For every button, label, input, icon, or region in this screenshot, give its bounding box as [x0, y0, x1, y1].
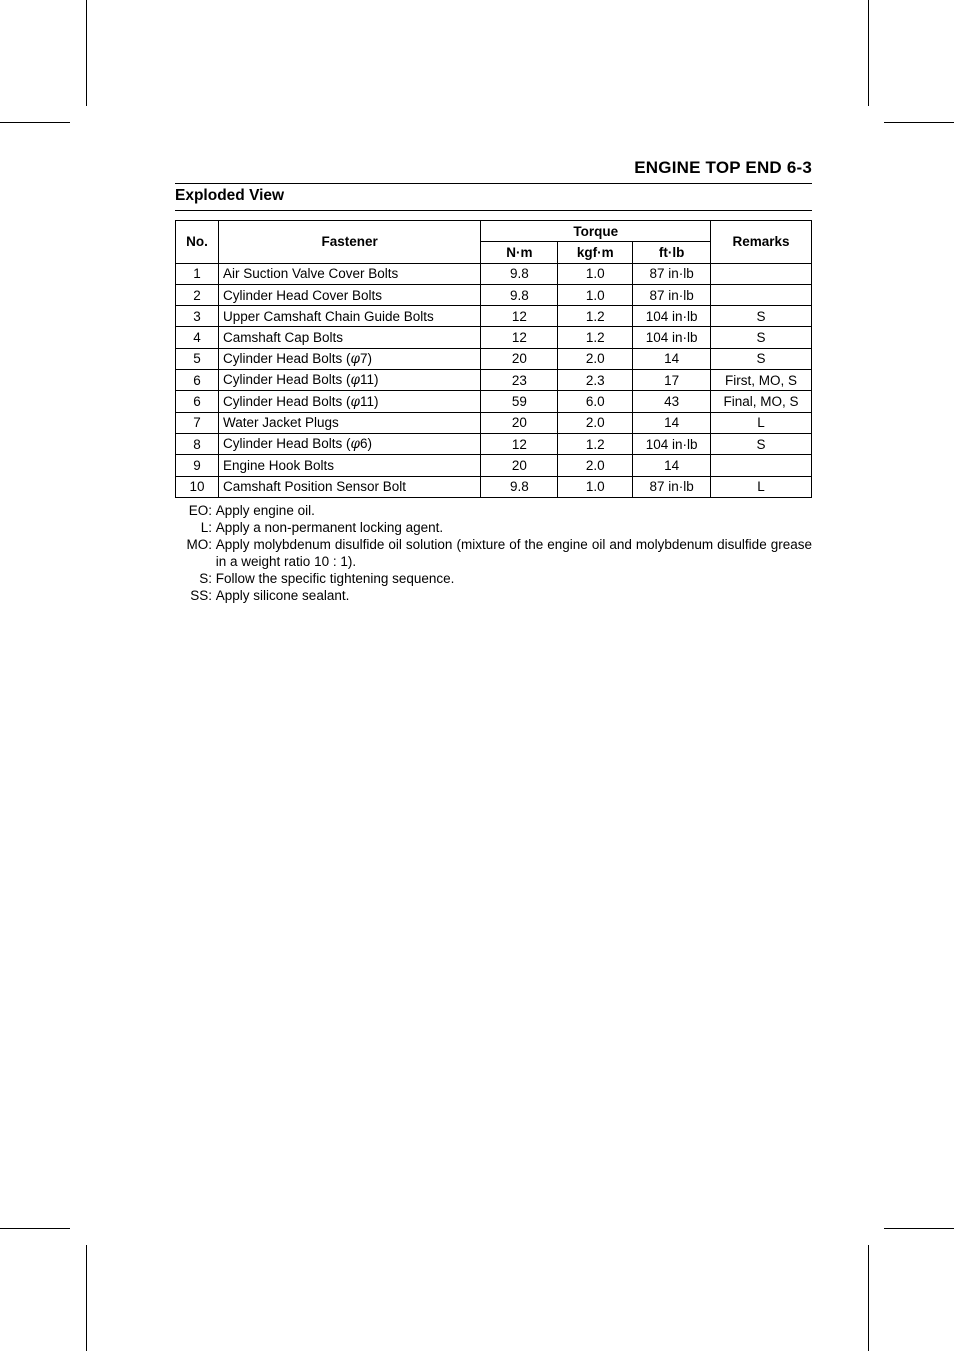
cell-ftlb: 14	[633, 455, 711, 476]
crop-mark	[0, 1228, 70, 1229]
cell-nm: 12	[481, 327, 558, 348]
page-title: ENGINE TOP END 6-3	[634, 158, 812, 177]
header-ftlb: ft·lb	[633, 242, 711, 263]
cell-fastener: Engine Hook Bolts	[218, 455, 480, 476]
table-row	[176, 306, 812, 327]
cell-ftlb: 87 in·lb	[633, 284, 711, 305]
note-item	[175, 587, 812, 604]
cell-kgfm: 1.2	[558, 327, 633, 348]
fastener-name: Cylinder Head Bolts (	[222, 393, 351, 409]
cell-remarks: L	[711, 476, 812, 497]
cell-no: 8	[176, 433, 219, 454]
fastener-name: Cylinder Head Bolts (	[222, 436, 351, 452]
cell-nm: 59	[481, 391, 558, 412]
note-item	[175, 519, 812, 536]
cell-no: 10	[176, 476, 219, 497]
note-abbr: L:	[200, 520, 212, 535]
cell-kgfm: 1.0	[558, 284, 633, 305]
cell-fastener: Air Suction Valve Cover Bolts	[218, 263, 480, 284]
note-abbr: MO:	[186, 537, 212, 552]
table-row	[176, 327, 812, 348]
header-nm: N·m	[481, 242, 558, 263]
header-no: No.	[176, 221, 219, 264]
cell-no: 6	[176, 391, 219, 412]
table-row	[176, 391, 812, 412]
header-torque: Torque	[481, 221, 711, 242]
table-row	[176, 263, 812, 284]
cell-ftlb: 87 in·lb	[633, 476, 711, 497]
crop-mark	[0, 122, 70, 123]
cell-no: 7	[176, 412, 219, 433]
note-text: Follow the specific tightening sequence.	[215, 571, 455, 586]
torque-table	[175, 220, 812, 498]
table-row	[176, 455, 812, 476]
cell-fastener: Upper Camshaft Chain Guide Bolts	[218, 306, 480, 327]
fastener-name: Cylinder Head Bolts (	[222, 372, 351, 388]
fastener-name: Cylinder Head Bolts (	[222, 350, 351, 366]
note-item	[175, 570, 812, 587]
cell-no: 5	[176, 348, 219, 369]
cell-kgfm: 1.0	[558, 263, 633, 284]
cell-remarks: S	[711, 327, 812, 348]
fastener-size: 11)	[359, 372, 379, 388]
cell-kgfm: 1.2	[558, 433, 633, 454]
diameter-symbol: φ	[350, 372, 360, 389]
cell-no: 1	[176, 263, 219, 284]
note-abbr: SS:	[190, 588, 212, 603]
table-row	[176, 348, 812, 369]
cell-ftlb: 104 in·lb	[633, 327, 711, 348]
cell-fastener: Water Jacket Plugs	[218, 412, 480, 433]
fastener-size: 6)	[359, 436, 372, 452]
header-remarks: Remarks	[711, 221, 812, 264]
note-text: Apply a non-permanent locking agent.	[215, 520, 444, 535]
note-item	[175, 536, 812, 570]
cell-nm: 20	[481, 348, 558, 369]
cell-kgfm: 6.0	[558, 391, 633, 412]
cell-no: 4	[176, 327, 219, 348]
cell-kgfm: 2.0	[558, 455, 633, 476]
table-row	[176, 284, 812, 305]
cell-remarks: Final, MO, S	[711, 391, 812, 412]
note-text: Apply molybdenum disulfide oil solution (mixture of the engine oil and molybdenum disulfide grease in a weight ratio 10 : 1).	[215, 537, 812, 569]
cell-nm: 20	[481, 455, 558, 476]
cell-remarks: S	[711, 348, 812, 369]
cell-ftlb: 87 in·lb	[633, 263, 711, 284]
cell-kgfm: 2.0	[558, 348, 633, 369]
cell-remarks: S	[711, 306, 812, 327]
table-row	[176, 476, 812, 497]
crop-mark	[884, 1228, 954, 1229]
cell-no: 2	[176, 284, 219, 305]
note-text: Apply engine oil.	[215, 503, 315, 518]
cell-fastener: Camshaft Cap Bolts	[218, 327, 480, 348]
cell-remarks: First, MO, S	[711, 370, 812, 391]
cell-remarks	[711, 455, 812, 476]
cell-ftlb: 14	[633, 412, 711, 433]
section-title: Exploded View	[175, 187, 285, 204]
cell-ftlb: 14	[633, 348, 711, 369]
fastener-size: 7)	[359, 350, 372, 366]
page-header	[175, 156, 812, 184]
note-abbr: EO:	[188, 503, 212, 518]
cell-kgfm: 2.3	[558, 370, 633, 391]
cell-kgfm: 2.0	[558, 412, 633, 433]
cell-fastener	[218, 348, 480, 369]
cell-no: 9	[176, 455, 219, 476]
cell-nm: 20	[481, 412, 558, 433]
cell-nm: 9.8	[481, 263, 558, 284]
table-row	[176, 412, 812, 433]
cell-ftlb: 17	[633, 370, 711, 391]
header-kgfm: kgf·m	[558, 242, 633, 263]
cell-kgfm: 1.0	[558, 476, 633, 497]
table-row	[176, 370, 812, 391]
diameter-symbol: φ	[350, 350, 360, 367]
cell-fastener	[218, 370, 480, 391]
note-abbr: S:	[199, 571, 212, 586]
cell-nm: 12	[481, 433, 558, 454]
cell-ftlb: 43	[633, 391, 711, 412]
crop-mark	[86, 0, 87, 106]
legend-notes	[175, 502, 812, 604]
section-heading	[175, 184, 812, 211]
cell-fastener	[218, 433, 480, 454]
crop-mark	[86, 1245, 87, 1351]
cell-remarks	[711, 263, 812, 284]
cell-ftlb: 104 in·lb	[633, 306, 711, 327]
diameter-symbol: φ	[350, 436, 360, 453]
cell-nm: 9.8	[481, 284, 558, 305]
fastener-size: 11)	[359, 393, 379, 409]
cell-no: 3	[176, 306, 219, 327]
note-item	[175, 502, 812, 519]
crop-mark	[868, 1245, 869, 1351]
crop-mark	[884, 122, 954, 123]
cell-fastener: Cylinder Head Cover Bolts	[218, 284, 480, 305]
cell-fastener	[218, 391, 480, 412]
cell-remarks: S	[711, 433, 812, 454]
note-text: Apply silicone sealant.	[215, 588, 350, 603]
cell-remarks: L	[711, 412, 812, 433]
cell-nm: 12	[481, 306, 558, 327]
diameter-symbol: φ	[350, 393, 360, 410]
crop-mark	[868, 0, 869, 106]
cell-kgfm: 1.2	[558, 306, 633, 327]
cell-ftlb: 104 in·lb	[633, 433, 711, 454]
table-row	[176, 433, 812, 454]
cell-nm: 9.8	[481, 476, 558, 497]
header-fastener: Fastener	[218, 221, 480, 264]
cell-nm: 23	[481, 370, 558, 391]
cell-fastener: Camshaft Position Sensor Bolt	[218, 476, 480, 497]
cell-remarks	[711, 284, 812, 305]
cell-no: 6	[176, 370, 219, 391]
